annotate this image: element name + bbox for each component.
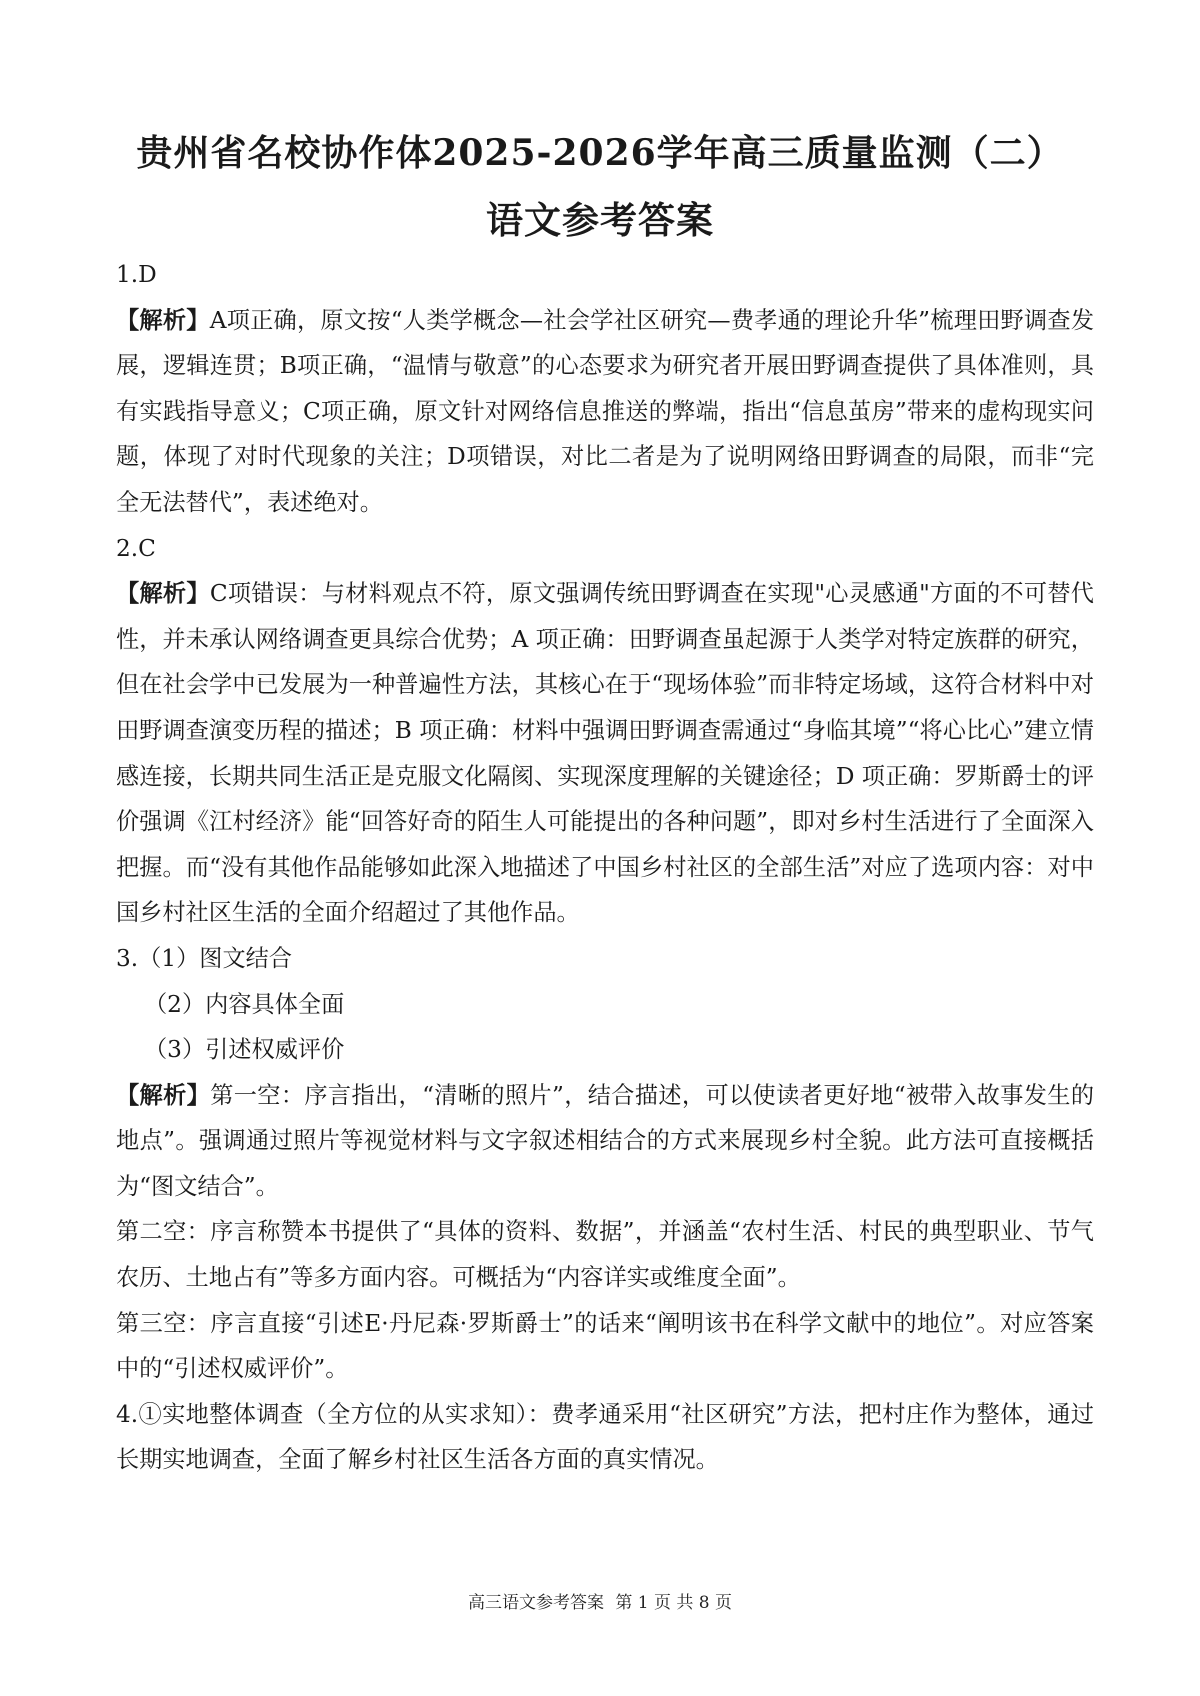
q3-analysis-p3: 第三空：序言直接“引述E·丹尼森·罗斯爵士”的话来“阐明该书在科学文献中的地位”。对应答案中的“引述权威评价”。 [116, 1309, 1094, 1383]
q3-analysis-text-1: 第一空：序言指出，“清晰的照片”，结合描述，可以使读者更好地“被带入故事发生的地点”。强调通过照片等视觉材料与文字叙述相结合的方式来展现乡村全貌。此方法可直接概括为“图文结合”。 [116, 1081, 1095, 1200]
q2-answer: 2.C [116, 534, 156, 562]
page-footer [0, 1588, 1200, 1613]
q2-analysis-text: C项错误：与材料观点不符，原文强调传统田野调查在实现"心灵感通"方面的不可替代性，并未承认网络调查更具综合优势；A 项正确：田野调查虽起源于人类学对特定族群的研究，但在社会学中已发展为一种普遍性方法，其核心在于“现场体验”而非特定场域，这符合材料中对田野调查演变历程的描述；B 项正确：材料中强调田野调查需通过“身临其境”“将心比心”建立情感连接，长期共同生活正是克服文化隔阂、实现深度理解的关键途径；D 项正确：罗斯爵士的评价强调《江村经济》能“回答好奇的陌生人可能提出的各种问题”，即对乡村生活进行了全面深入把握。而“没有其他作品能够如此深入地描述了中国乡村社区的全部生活”对应了选项内容：对中国乡村社区生活的全面介绍超过了其他作品。 [116, 580, 1094, 927]
q3-answer-line1: 3.（1）图文结合 [116, 944, 293, 972]
q4-answer-p1: 4.①实地整体调查（全方位的从实求知）：费孝通采用“社区研究”方法，把村庄作为整体，通过长期实地调查，全面了解乡村社区生活各方面的真实情况。 [116, 1400, 1094, 1474]
q3-answer-line3: （3）引述权威评价 [144, 1036, 345, 1064]
q2-analysis [116, 571, 1094, 936]
q3-analysis-tag: 【解析】 [116, 1081, 211, 1109]
footer-subject: 高三语文参考答案 [467, 1593, 604, 1613]
q2-analysis-tag: 【解析】 [116, 580, 210, 608]
answer-content [116, 252, 1094, 1483]
q3-analysis-p1 [116, 1073, 1094, 1210]
page-title: 贵州省名校协作体2025-2026学年高三质量监测（二） [136, 132, 1064, 174]
page-subtitle: 语文参考答案 [486, 198, 714, 242]
q3-answer-line2: （2）内容具体全面 [144, 990, 345, 1018]
footer-page-label: 第 1 页 共 8 页 [615, 1593, 733, 1613]
q1-answer: 1.D [116, 261, 157, 288]
q1-analysis-text: A项正确，原文按“人类学概念—社会学社区研究—费孝通的理论升华”梳理田野调查发展，逻辑连贯；B项正确，“温情与敬意”的心态要求为研究者开展田野调查提供了具体准则，具有实践指导意义；C项正确，原文针对网络信息推送的弊端，指出“信息茧房”带来的虚构现实问题，体现了对时代现象的关注；D项错误，对比二者是为了说明网络田野调查的局限，而非“完全无法替代”，表述绝对。 [116, 306, 1095, 516]
q3-analysis-p2: 第二空：序言称赞本书提供了“具体的资料、数据”，并涵盖“农村生活、村民的典型职业、节气农历、土地占有”等多方面内容。可概括为“内容详实或维度全面”。 [116, 1218, 1094, 1292]
q1-analysis-tag: 【解析】 [116, 306, 210, 334]
q1-analysis [116, 298, 1094, 526]
